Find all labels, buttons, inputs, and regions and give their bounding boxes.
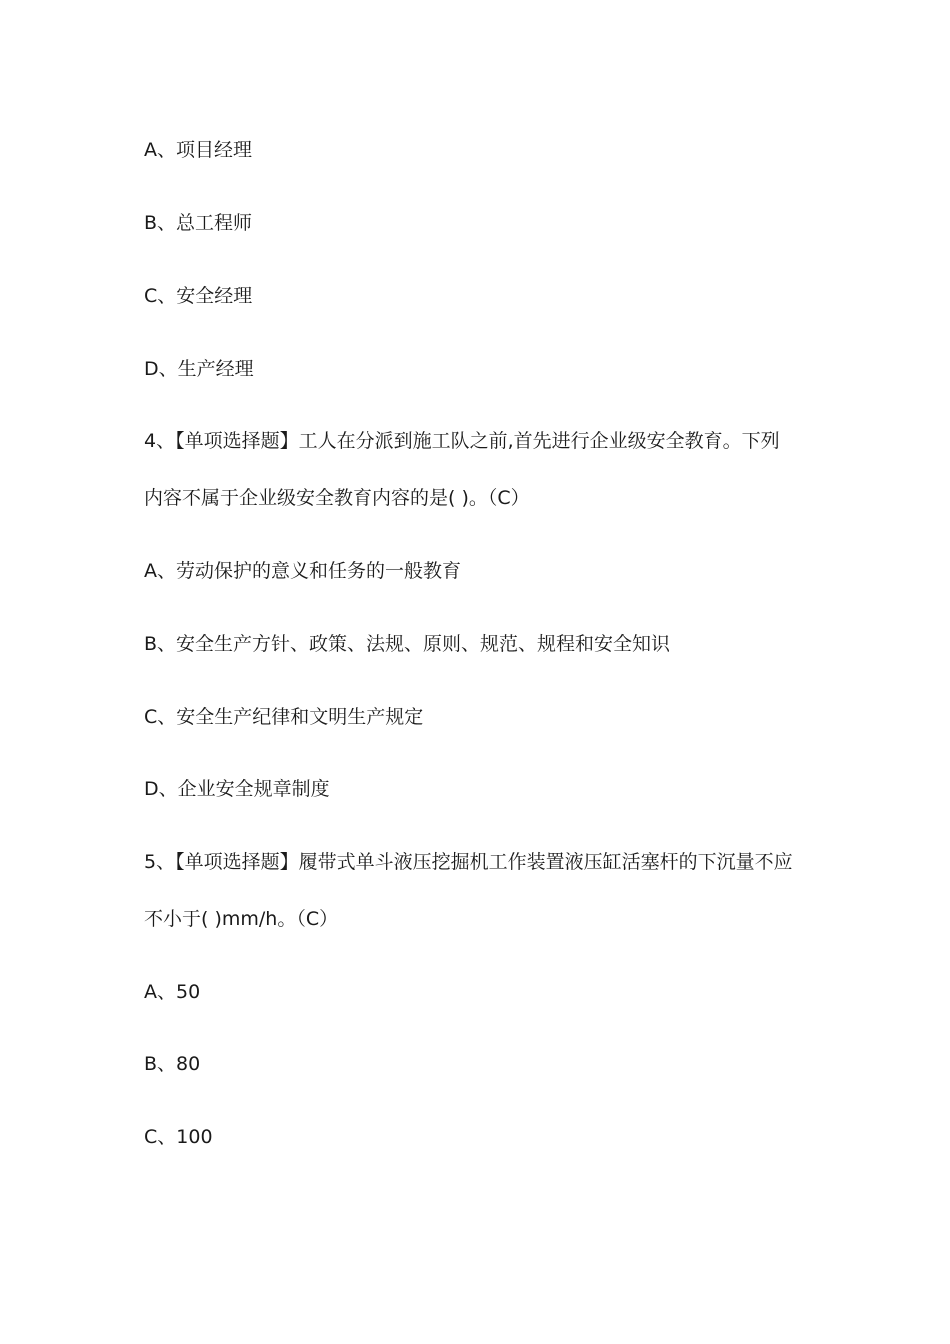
q5-stem-line1: 5、【单项选择题】履带式单斗液压挖掘机工作装置液压缸活塞杆的下沉量不应 <box>144 851 793 873</box>
q3-option-b: B、总工程师 <box>144 212 253 234</box>
q4-option-a: A、劳动保护的意义和任务的一般教育 <box>144 560 461 582</box>
q4-option-c: C、安全生产纪律和文明生产规定 <box>144 706 424 728</box>
q3-option-c: C、安全经理 <box>144 285 253 307</box>
q4-stem-line1: 4、【单项选择题】工人在分派到施工队之前,首先进行企业级安全教育。下列 <box>144 430 780 452</box>
q3-option-d: D、生产经理 <box>144 358 254 380</box>
q5-option-a: A、50 <box>144 981 201 1003</box>
q3-option-a: A、项目经理 <box>144 139 252 161</box>
q4-stem-line2: 内容不属于企业级安全教育内容的是( )。（C） <box>144 487 530 509</box>
q5-option-c: C、100 <box>144 1126 213 1148</box>
q5-option-b: B、80 <box>144 1053 201 1075</box>
q4-option-d: D、企业安全规章制度 <box>144 778 330 800</box>
q4-option-b: B、安全生产方针、政策、法规、原则、规范、规程和安全知识 <box>144 633 671 655</box>
q5-stem-line2: 不小于( )mm/h。（C） <box>144 908 339 930</box>
